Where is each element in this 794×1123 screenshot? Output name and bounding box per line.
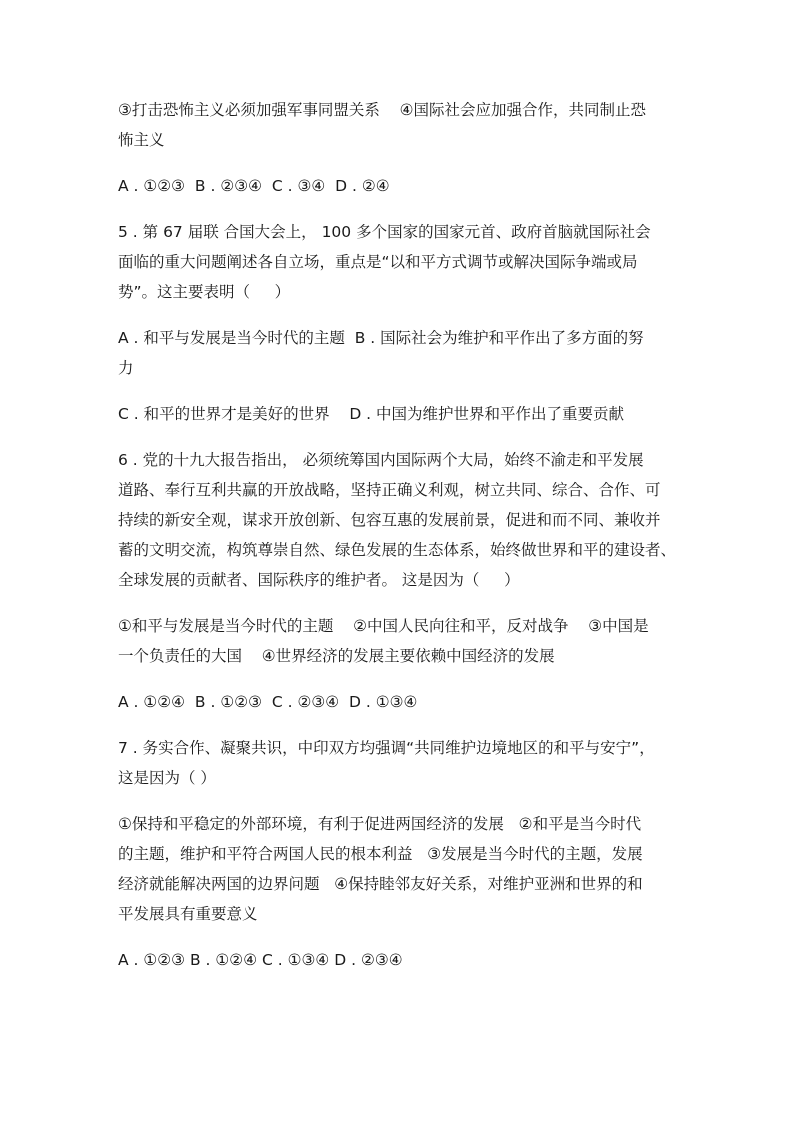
text-line: 平发展具有重要意义 — [118, 905, 258, 923]
text-line: 势”。这主要表明（ ） — [118, 283, 291, 301]
text-line: 一个负责任的大国 ④世界经济的发展主要依赖中国经济的发展 — [118, 647, 555, 665]
text-line: 这是因为（ ） — [118, 769, 216, 787]
text-line: C . 和平的世界才是美好的世界 D . 中国为维护世界和平作出了重要贡献 — [118, 405, 625, 423]
question-5-choices-ab — [118, 323, 684, 383]
question-4-option-statements — [118, 95, 684, 155]
question-4-choices — [118, 171, 684, 201]
text-line: ①保持和平稳定的外部环境，有利于促进两国经济的发展 ②和平是当今时代 — [118, 815, 642, 833]
question-5-choices-cd — [118, 399, 684, 429]
text-line: 怖主义 — [118, 131, 165, 149]
text-line: 持续的新安全观，谋求开放创新、包容互惠的发展前景，促进和而不同、兼收并 — [118, 511, 661, 529]
text-line: 全球发展的贡献者、国际秩序的维护者。 这是因为（ ） — [118, 571, 520, 589]
text-line: 道路、奉行互利共赢的开放战略，坚持正确义利观，树立共同、综合、合作、可 — [118, 481, 661, 499]
text-line: A . 和平与发展是当今时代的主题 B . 国际社会为维护和平作出了多方面的努 — [118, 329, 644, 347]
question-7-option-statements — [118, 809, 684, 929]
text-line: 面临的重大问题阐述各自立场，重点是“以和平方式调节或解决国际争端或局 — [118, 253, 638, 271]
text-line: A . ①②③ B . ②③④ C . ③④ D . ②④ — [118, 177, 390, 195]
question-6-option-statements — [118, 611, 684, 671]
question-7-stem — [118, 733, 684, 793]
text-line: 力 — [118, 359, 134, 377]
text-line: A . ①②④ B . ①②③ C . ②③④ D . ①③④ — [118, 693, 418, 711]
text-line: 5 . 第 67 届联 合国大会上， 100 多个国家的国家元首、政府首脑就国际社会 — [118, 223, 651, 241]
text-line: 7 . 务实合作、凝聚共识，中印双方均强调“共同维护边境地区的和平与安宁”， — [118, 739, 655, 757]
text-line: ①和平与发展是当今时代的主题 ②中国人民向往和平，反对战争 ③中国是 — [118, 617, 649, 635]
text-line: 的主题，维护和平符合两国人民的根本利益 ③发展是当今时代的主题，发展 — [118, 845, 643, 863]
question-6-choices — [118, 687, 684, 717]
question-5-stem — [118, 217, 684, 307]
text-line: 经济就能解决两国的边界问题 ④保持睦邻友好关系，对维护亚洲和世界的和 — [118, 875, 643, 893]
text-line: A . ①②③ B . ①②④ C . ①③④ D . ②③④ — [118, 951, 403, 969]
text-line: ③打击恐怖主义必须加强军事同盟关系 ④国际社会应加强合作，共同制止恐 — [118, 101, 647, 119]
text-line: 6 . 党的十九大报告指出， 必须统筹国内国际两个大局，始终不渝走和平发展 — [118, 451, 644, 469]
question-7-choices — [118, 945, 684, 975]
text-line: 蓄的文明交流，构筑尊崇自然、绿色发展的生态体系，始终做世界和平的建设者、 — [118, 541, 677, 559]
question-6-stem — [118, 445, 684, 595]
